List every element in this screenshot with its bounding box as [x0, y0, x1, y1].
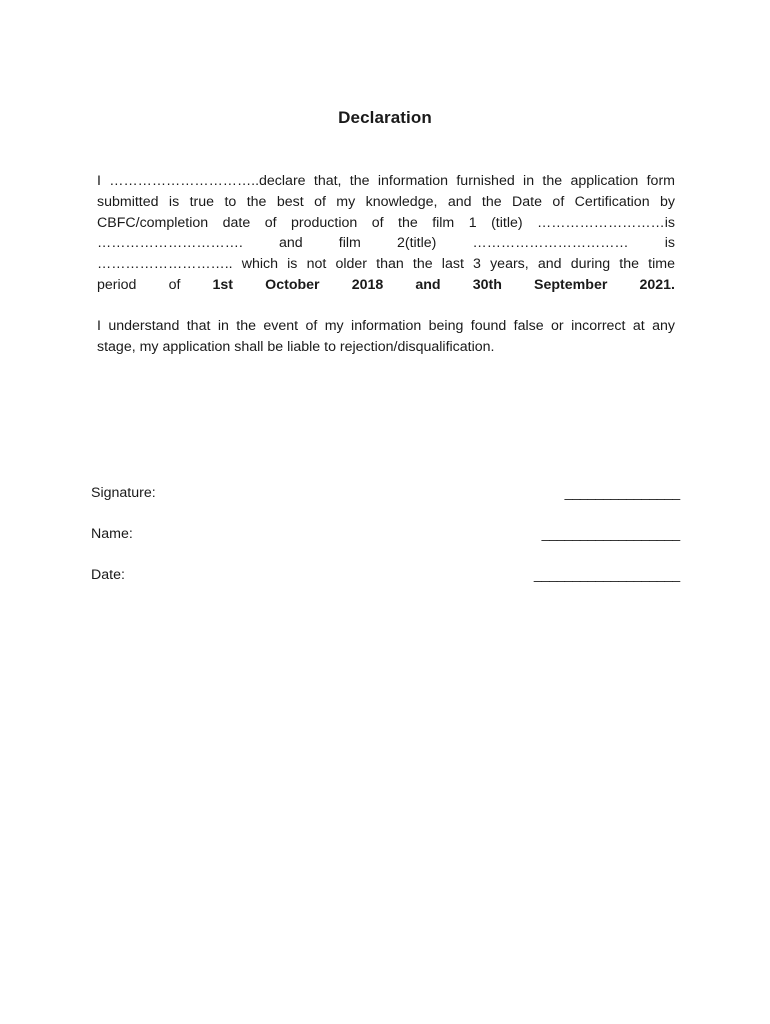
understanding-line-1: I understand that in the event of my information being found false or incorrect at any — [97, 318, 675, 334]
declaration-line-1: I …………………………..declare that, the information furnished in the application form — [97, 173, 675, 189]
signature-field[interactable]: _______________ — [564, 485, 680, 501]
declaration-paragraph — [97, 171, 675, 296]
declaration-line-4: …………………………. and film 2(title) …………………………… is — [97, 235, 675, 252]
understanding-line-2: stage, my application shall be liable to rejection/disqualification. — [97, 338, 495, 355]
name-label: Name: — [91, 526, 133, 542]
declaration-line-2: submitted is true to the best of my knowledge, and the Date of Certification by — [97, 193, 675, 210]
page-title: Declaration — [338, 108, 432, 127]
declaration-line-6 — [97, 275, 675, 296]
signature-label: Signature: — [91, 485, 156, 501]
date-row — [91, 567, 680, 587]
date-field[interactable]: ___________________ — [533, 567, 680, 583]
understanding-paragraph — [97, 316, 675, 358]
period-prefix: period of — [97, 276, 213, 293]
name-field[interactable]: __________________ — [541, 526, 680, 542]
period-dates: 1st October 2018 and 30th September 2021. — [212, 276, 675, 293]
name-row — [91, 526, 680, 546]
signature-row — [91, 485, 680, 505]
date-label: Date: — [91, 567, 125, 583]
declaration-line-5: ……………………….. which is not older than the last 3 years, and during the time — [97, 256, 675, 273]
declaration-line-3: CBFC/completion date of production of the film 1 (title) ………………………is — [97, 214, 675, 231]
